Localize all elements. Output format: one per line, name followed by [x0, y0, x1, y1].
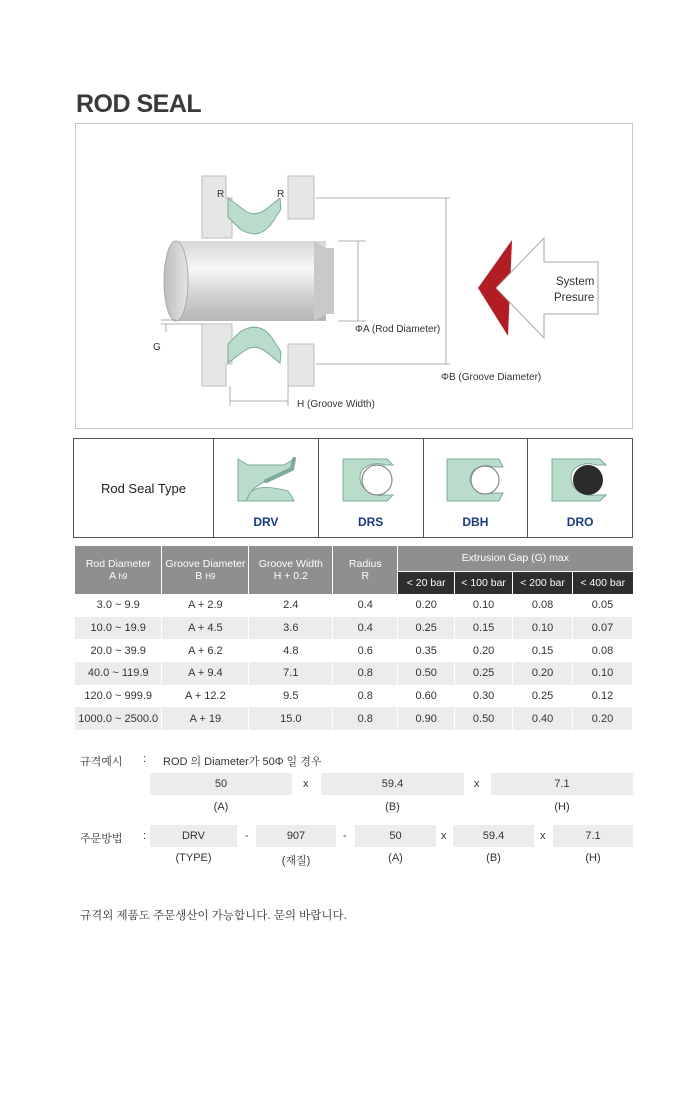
b-dimension-label: ΦB (Groove Diameter)	[441, 372, 542, 383]
table-cell: 0.20	[573, 707, 633, 730]
table-cell: 0.10	[513, 617, 573, 640]
a-dimension-label: ΦA (Rod Diameter)	[355, 324, 441, 335]
example-h-value: 7.1	[491, 773, 633, 795]
type-dbh	[424, 439, 529, 537]
table-cell: A + 9.4	[162, 662, 249, 685]
table-cell: 0.8	[333, 685, 398, 708]
ring-seal-icon	[445, 457, 505, 503]
rod	[164, 241, 334, 321]
col-groove-diameter: Groove Diameter B H9	[162, 546, 249, 594]
table-cell: 0.07	[573, 617, 633, 640]
table-cell: 3.0 ~ 9.9	[75, 594, 162, 617]
table-row	[75, 662, 633, 685]
col-groove-width: Groove Width H + 0.2	[249, 546, 333, 594]
order-colon: :	[143, 830, 147, 842]
example-text: ROD 의 Diameter가 50Φ 일 경우	[163, 756, 322, 768]
table-row	[75, 594, 633, 617]
table-cell: 120.0 ~ 999.9	[75, 685, 162, 708]
table-cell: 0.10	[455, 594, 513, 617]
example-colon: :	[143, 753, 147, 765]
pressure-line1: System	[556, 276, 595, 288]
table-cell: 0.4	[333, 594, 398, 617]
table-cell: 0.15	[455, 617, 513, 640]
v-lip-seal-icon	[236, 457, 296, 503]
order-dash1: -	[245, 830, 249, 842]
order-h-sub: (H)	[585, 852, 601, 864]
order-material-sub: (재질)	[281, 855, 311, 867]
table-cell: A + 2.9	[162, 594, 249, 617]
table-cell: 9.5	[249, 685, 333, 708]
type-drv	[214, 439, 319, 537]
example-x1: x	[303, 778, 309, 790]
table-row	[75, 617, 633, 640]
table-cell: 0.08	[513, 594, 573, 617]
table-cell: 0.8	[333, 707, 398, 730]
example-b-sub: (B)	[385, 801, 400, 813]
type-drs	[319, 439, 424, 537]
table-cell: 0.12	[573, 685, 633, 708]
type-name: DRV	[253, 515, 279, 529]
table-cell: 0.90	[398, 707, 455, 730]
rod-seal-diagram	[75, 123, 633, 429]
col-p400: < 400 bar	[573, 571, 633, 594]
example-h-sub: (H)	[554, 801, 570, 813]
table-cell: 0.25	[398, 617, 455, 640]
order-dash2: -	[343, 830, 347, 842]
col-p100: < 100 bar	[455, 571, 513, 594]
table-cell: 40.0 ~ 119.9	[75, 662, 162, 685]
pressure-line2: Presure	[554, 292, 595, 304]
table-cell: 0.15	[513, 639, 573, 662]
table-cell: 7.1	[249, 662, 333, 685]
col-radius: Radius R	[333, 546, 398, 594]
type-dro	[528, 439, 632, 537]
example-a-value: 50	[150, 773, 292, 795]
example-b-value: 59.4	[321, 773, 464, 795]
order-b-sub: (B)	[486, 852, 501, 864]
example-label: 규격예시	[80, 756, 123, 768]
table-cell: 10.0 ~ 19.9	[75, 617, 162, 640]
col-extrusion-gap: Extrusion Gap (G) max	[398, 546, 633, 571]
table-cell: 0.20	[398, 594, 455, 617]
table-cell: 0.05	[573, 594, 633, 617]
table-cell: 0.40	[513, 707, 573, 730]
col-p200: < 200 bar	[513, 571, 573, 594]
lower-seal	[228, 327, 281, 363]
order-x1: x	[441, 830, 447, 842]
example-a-sub: (A)	[213, 801, 229, 813]
spec-table	[75, 546, 633, 730]
table-cell: 0.25	[513, 685, 573, 708]
type-name: DBH	[462, 515, 489, 529]
r-right-label: R	[277, 189, 285, 200]
table-cell: 0.60	[398, 685, 455, 708]
table-cell: 1000.0 ~ 2500.0	[75, 707, 162, 730]
table-cell: 3.6	[249, 617, 333, 640]
g-label: G	[153, 342, 161, 353]
r-left-label: R	[217, 189, 225, 200]
order-b-value: 59.4	[453, 825, 534, 847]
order-a-sub: (A)	[388, 852, 403, 864]
o-ring-seal-icon	[341, 457, 401, 503]
page-title: ROD SEAL	[76, 90, 202, 118]
order-h-value: 7.1	[553, 825, 633, 847]
table-cell: A + 12.2	[162, 685, 249, 708]
table-cell: 0.8	[333, 662, 398, 685]
table-cell: 0.30	[455, 685, 513, 708]
order-a-value: 50	[355, 825, 436, 847]
col-p20: < 20 bar	[398, 571, 455, 594]
order-label: 주문방법	[80, 833, 123, 845]
table-row	[75, 685, 633, 708]
table-cell: 15.0	[249, 707, 333, 730]
h-dimension-label: H (Groove Width)	[297, 399, 375, 410]
upper-seal	[228, 198, 281, 234]
type-name: DRO	[566, 515, 594, 529]
table-cell: 0.4	[333, 617, 398, 640]
footnote: 규격외 제품도 주문생산이 가능합니다. 문의 바랍니다.	[80, 910, 347, 922]
table-row	[75, 707, 633, 730]
table-cell: A + 6.2	[162, 639, 249, 662]
order-x2: x	[540, 830, 546, 842]
dark-o-ring-seal-icon	[550, 457, 610, 503]
table-cell: 4.8	[249, 639, 333, 662]
table-cell: 0.6	[333, 639, 398, 662]
table-cell: 0.20	[455, 639, 513, 662]
example-x2: x	[474, 778, 480, 790]
order-type-value: DRV	[150, 825, 237, 847]
system-pressure-arrow	[478, 238, 598, 338]
table-cell: 2.4	[249, 594, 333, 617]
table-cell: A + 4.5	[162, 617, 249, 640]
table-cell: 0.50	[455, 707, 513, 730]
rod-seal-type-panel	[73, 438, 633, 538]
table-cell: 0.50	[398, 662, 455, 685]
order-material-value: 907	[256, 825, 336, 847]
table-cell: 0.10	[573, 662, 633, 685]
table-cell: 0.35	[398, 639, 455, 662]
table-cell: 0.25	[455, 662, 513, 685]
table-cell: A + 19	[162, 707, 249, 730]
table-row	[75, 639, 633, 662]
table-cell: 20.0 ~ 39.9	[75, 639, 162, 662]
order-type-sub: (TYPE)	[175, 852, 212, 864]
type-name: DRS	[357, 515, 384, 529]
rod-seal-type-label: Rod Seal Type	[74, 439, 214, 537]
table-cell: 0.20	[513, 662, 573, 685]
table-cell: 0.08	[573, 639, 633, 662]
col-rod-diameter: Rod Diameter A h9	[75, 546, 162, 594]
